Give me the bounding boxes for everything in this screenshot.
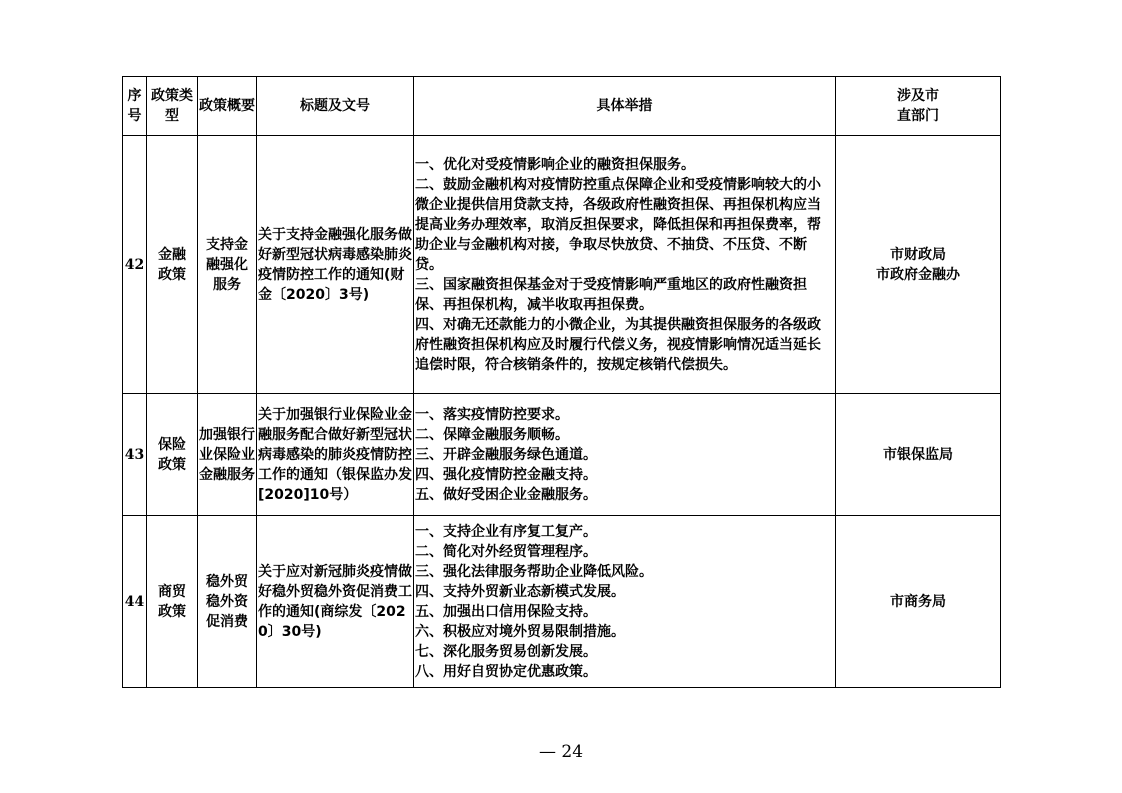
policy-table (122, 76, 1001, 688)
measure-item: 一、优化对受疫情影响企业的融资担保服务。 (415, 156, 695, 173)
policy-title: 关于支持金融强化服务做好新型冠状病毒感染肺炎疫情防控工作的通知(财金〔2020〕3号) (257, 136, 414, 394)
measure-item: 六、积极应对境外贸易限制措施。 (415, 623, 625, 640)
dept-name: 市财政局 (890, 246, 946, 263)
measure-item: 八、用好自贸协定优惠政策。 (415, 663, 597, 680)
row-number: 42 (123, 136, 147, 394)
measure-item: 二、鼓励金融机构对疫情防控重点保障企业和受疫情影响较大的小微企业提供信用贷款支持，各级政府性融资担保、再担保机构应当提高业务办理效率，取消反担保要求，降低担保和再担保费率，帮助企业与金融机构对接，争取尽快放贷、不抽贷、不压贷、不断贷。 (415, 176, 821, 273)
measure-item: 三、强化法律服务帮助企业降低风险。 (415, 563, 653, 580)
header-dept: 涉及市直部门 (836, 77, 1001, 136)
policy-title: 关于应对新冠肺炎疫情做好稳外贸稳外资促消费工作的通知(商综发〔2020〕30号) (257, 516, 414, 688)
header-type: 政策类型 (147, 77, 198, 136)
table-row (123, 136, 1001, 394)
measure-item: 一、落实疫情防控要求。 (415, 406, 569, 423)
policy-type: 商贸政策 (147, 516, 198, 688)
header-row (123, 77, 1001, 136)
measure-item: 五、做好受困企业金融服务。 (415, 486, 597, 503)
measure-item: 四、支持外贸新业态新模式发展。 (415, 583, 625, 600)
table-row (123, 516, 1001, 688)
measure-item: 四、强化疫情防控金融支持。 (415, 466, 597, 483)
policy-type: 金融政策 (147, 136, 198, 394)
dept-name: 市银保监局 (883, 446, 953, 463)
dept-cell (836, 516, 1001, 688)
dept-name: 市政府金融办 (876, 266, 960, 283)
header-summary: 政策概要 (198, 77, 257, 136)
measure-item: 三、国家融资担保基金对于受疫情影响严重地区的政府性融资担保、再担保机构，减半收取再担保费。 (415, 276, 807, 313)
policy-summary: 稳外贸稳外资促消费 (198, 516, 257, 688)
policy-type: 保险政策 (147, 394, 198, 516)
measures-cell (414, 394, 836, 516)
measure-item: 七、深化服务贸易创新发展。 (415, 643, 597, 660)
measures-cell (414, 136, 836, 394)
header-num: 序号 (123, 77, 147, 136)
measure-item: 二、简化对外经贸管理程序。 (415, 543, 597, 560)
measure-item: 一、支持企业有序复工复产。 (415, 523, 597, 540)
policy-title: 关于加强银行业保险业金融服务配合做好新型冠状病毒感染的肺炎疫情防控工作的通知（银保监办发[2020]10号） (257, 394, 414, 516)
dept-cell (836, 136, 1001, 394)
policy-summary: 支持金融强化服务 (198, 136, 257, 394)
row-number: 44 (123, 516, 147, 688)
dept-name: 市商务局 (890, 593, 946, 610)
measures-cell (414, 516, 836, 688)
row-number: 43 (123, 394, 147, 516)
header-title: 标题及文号 (257, 77, 414, 136)
page-number: — 24 (538, 742, 584, 762)
policy-summary: 加强银行业保险业金融服务 (198, 394, 257, 516)
measure-item: 四、对确无还款能力的小微企业，为其提供融资担保服务的各级政府性融资担保机构应及时履行代偿义务，视疫情影响情况适当延长追偿时限，符合核销条件的，按规定核销代偿损失。 (415, 316, 821, 373)
header-measures: 具体举措 (414, 77, 836, 136)
table-row (123, 394, 1001, 516)
dept-cell (836, 394, 1001, 516)
measure-item: 三、开辟金融服务绿色通道。 (415, 446, 597, 463)
measure-item: 五、加强出口信用保险支持。 (415, 603, 597, 620)
measure-item: 二、保障金融服务顺畅。 (415, 426, 569, 443)
